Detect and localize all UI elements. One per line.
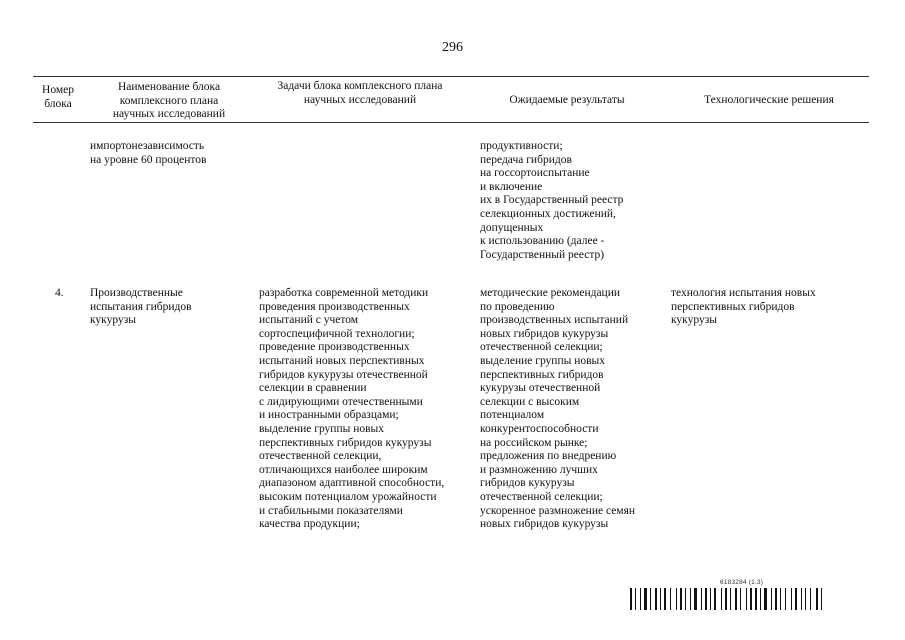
header-block-tasks: Задачи блока комплексного плана научных исследований (277, 80, 443, 106)
row-4-tasks: разработка современной методики проведения производственных испытаний с учетом сортоспецифичной технологии; проведение производственных испытаний новых перспективных гибридов кукурузы отечественной селекции в сравнении с лидирующими отечественными и иностранными образцами; выделение группы новых перспективных гибридов кукурузы отечественной селекции, отличающихся наиболее широким диапазоном адаптивной способности, высоким потенциалом урожайности и стабильными показателями качества продукции; (259, 287, 445, 531)
table-header-bottom-rule (33, 122, 869, 123)
header-block-number: Номер блока (42, 84, 74, 110)
continuation-name: импортонезависимость на уровне 60 процентов (90, 140, 207, 166)
row-4-name: Производственные испытания гибридов кукурузы (90, 287, 192, 327)
barcode-number: 6183284 (1.3) (720, 579, 764, 586)
table-top-rule (33, 76, 869, 77)
page-number: 296 (442, 40, 463, 55)
barcode (630, 588, 872, 610)
header-block-name: Наименование блока комплексного плана научных исследований (112, 81, 226, 120)
continuation-results: продуктивности; передача гибридов на госсортоиспытание и включение их в Государственный реестр селекционных достижений, допущенных к использованию (далее - Государственный реестр) (480, 140, 624, 261)
header-tech-solutions: Технологические решения (704, 94, 834, 106)
row-4-solutions: технология испытания новых перспективных гибридов кукурузы (671, 287, 816, 327)
header-expected-results: Ожидаемые результаты (509, 94, 625, 106)
row-4-results: методические рекомендации по проведению производственных испытаний новых гибридов кукурузы отечественной селекции; выделение группы новых перспективных гибридов кукурузы отечественной селекции с высоким потенциалом конкурентоспособности на российском рынке; предложения по внедрению и размножению лучших гибридов кукурузы отечественной селекции; ускоренное размножение семян новых гибридов кукурузы (480, 287, 636, 531)
row-4-number: 4. (55, 287, 64, 299)
